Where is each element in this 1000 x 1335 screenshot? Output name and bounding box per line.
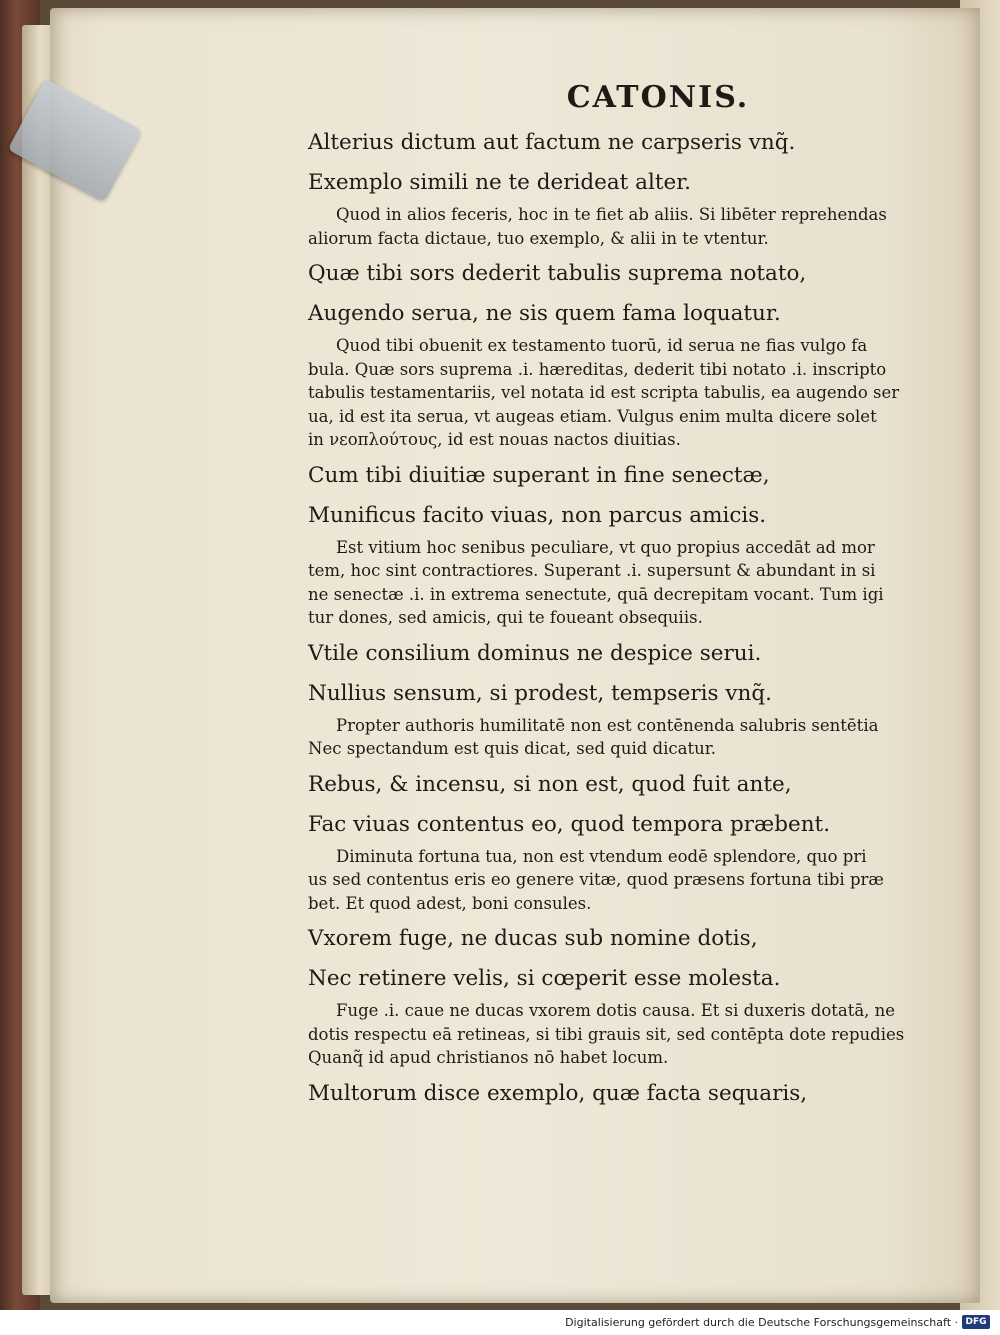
footer-bar [0,1310,1000,1335]
verse-line: Munificus facito viuas, non parcus amicis. [308,502,767,528]
verse-line: Nullius sensum, si prodest, tempseris vnq̃. [308,680,772,706]
commentary-line: Diminuta fortuna tua, non est vtendum eodē splendore, quo pri [336,846,867,866]
verse-line: Exemplo simili ne te derideat alter. [308,170,691,195]
commentary [308,999,948,1070]
verse-line: Augendo serua, ne sis quem fama loquatur. [308,301,781,326]
commentary [308,845,948,916]
verse-line: Cum tibi diuitiæ superant in fine senectæ, [308,462,770,488]
running-head: CATONIS. [566,80,750,115]
commentary-line: Quod in alios feceris, hoc in te fiet ab aliis. Si libēter reprehendas [336,205,887,224]
footer-credit [565,1315,990,1329]
commentary-line: ua, id est ita serua, vt augeas etiam. Vulgus enim multa dicere solet [308,406,877,426]
verse-line: Nec retinere velis, si cœperit esse molesta. [308,966,781,991]
commentary-line: us sed contentus eris eo genere vitæ, quod præsens fortuna tibi præ [308,870,884,889]
funding-notice: Digitalisierung gefördert durch die Deutsche Forschungsgemeinschaft · [565,1315,958,1329]
verse-line: Rebus, & incensu, si non est, quod fuit ante, [308,771,792,797]
commentary-line: bet. Et quod adest, boni consules. [308,893,592,913]
page-text [308,80,948,1120]
commentary-line: in νεοπλούτους, id est nouas nactos diuitias. [308,430,681,449]
verse-line: Vxorem fuge, ne ducas sub nomine dotis, [308,926,758,951]
verse-line: Vtile consilium dominus ne despice serui. [308,640,762,666]
commentary-line: Fuge .i. caue ne ducas vxorem dotis causa. Et si duxeris dotatā, ne [336,1001,896,1020]
verse-list [308,129,948,1108]
commentary [308,714,948,761]
book-page [50,8,980,1303]
verse-line: Fac viuas contentus eo, quod tempora præbent. [308,811,831,837]
page-edges [22,25,52,1295]
commentary-line: aliorum facta dictaue, tuo exemplo, & alii in te vtentur. [308,228,769,248]
commentary [308,536,948,630]
commentary [308,203,948,250]
verse-line: Quæ tibi sors dederit tabulis suprema notato, [308,261,807,286]
commentary-line: Propter authoris humilitatē non est contēnenda salubris sentētia [336,715,879,735]
commentary-line: Est vitium hoc senibus peculiare, vt quo propius accedāt ad mor [336,537,875,557]
dfg-logo: DFG [962,1315,990,1329]
commentary-line: ne senectæ .i. in extrema senectute, quā decrepitam vocant. Tum igi [308,584,884,604]
commentary-line: tem, hoc sint contractiores. Superant .i. supersunt & abundant in si [308,561,876,580]
commentary-line: Quod tibi obuenit ex testamento tuorū, id serua ne fias vulgo fa [336,336,868,355]
commentary-line: bula. Quæ sors suprema .i. hæreditas, dederit tibi notato .i. inscripto [308,359,887,379]
commentary-line: tur dones, sed amicis, qui te foueant obsequiis. [308,608,703,627]
commentary-line: tabulis testamentariis, vel notata id est scripta tabulis, ea augendo ser [308,383,900,402]
commentary [308,334,948,452]
verse-line: Alterius dictum aut factum ne carpseris vnq̃. [308,130,796,155]
verse-line: Multorum disce exemplo, quæ facta sequaris, [308,1080,808,1106]
commentary-line: Quanq̃ id apud christianos nō habet locum. [308,1048,669,1067]
commentary-line: dotis respectu eā retineas, si tibi grauis sit, sed contēpta dote repudies [308,1024,905,1044]
commentary-line: Nec spectandum est quis dicat, sed quid dicatur. [308,739,717,758]
